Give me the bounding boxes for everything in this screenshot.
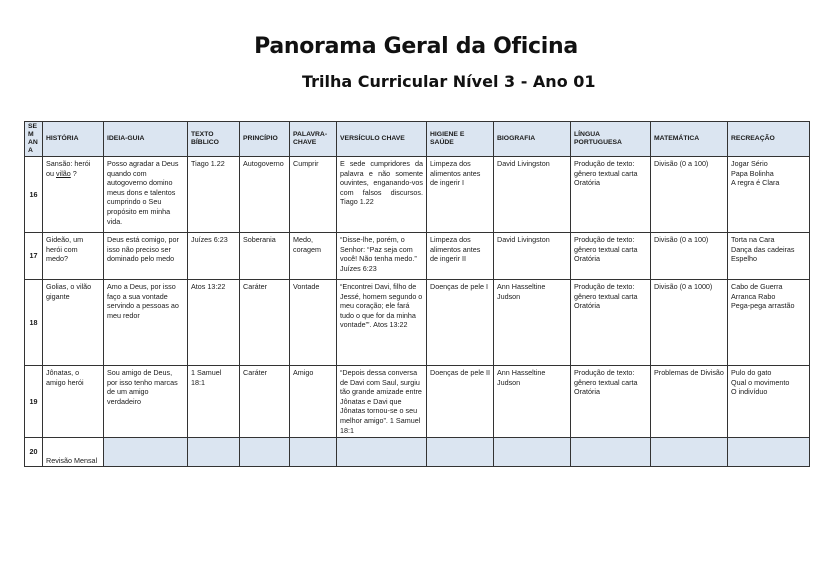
cell-ideia-guia: Amo a Deus, por isso faço a sua vontade servindo a pessoas ao meu redor — [104, 280, 188, 366]
cell-biografia: Ann Hasseltine Judson — [494, 280, 571, 366]
cell-palavra-chave: Vontade — [290, 280, 337, 366]
cell-ideia-guia: Sou amigo de Deus, por isso tenho marcas de um amigo verdadeiro — [104, 366, 188, 438]
recreacao-item: O indivíduo — [731, 387, 768, 397]
cell-versiculo: “Encontrei Davi, filho de Jessé, homem segundo o meu coração; ele fará tudo o que for da minha vontade”’. Atos 13:22 — [337, 280, 427, 366]
cell-historia: Sansão: herói ou vilão ? — [43, 157, 104, 233]
cell-texto-biblico: Tiago 1.22 — [188, 157, 240, 233]
page-title: Panorama Geral da Oficina — [254, 34, 578, 59]
cell-historia: Golias, o vilão gigante — [43, 280, 104, 366]
week-number: 18 — [25, 280, 43, 366]
cell-versiculo: E sede cumpridores da palavra e não somente ouvintes, enganando-vos com falsos discursos. Tiago 1.22 — [337, 157, 427, 233]
cell-higiene: Limpeza dos alimentos antes de ingerir II — [427, 233, 494, 280]
empty-cell — [104, 438, 188, 467]
header-biografia: BIOGRAFIA — [494, 122, 571, 157]
cell-recreacao — [728, 280, 810, 366]
empty-cell — [494, 438, 571, 467]
recreacao-item: Torta na Cara — [731, 235, 775, 244]
cell-historia: Gideão, um herói com medo? — [43, 233, 104, 280]
empty-cell — [188, 438, 240, 467]
table-row — [25, 438, 810, 467]
cell-ideia-guia: Deus está comigo, por isso não preciso ser dominado pelo medo — [104, 233, 188, 280]
cell-matematica: Problemas de Divisão — [651, 366, 728, 438]
cell-principio: Caráter — [240, 366, 290, 438]
header-matematica: MATEMÁTICA — [651, 122, 728, 157]
recreacao-item: Pega-pega arrastão — [731, 301, 795, 311]
cell-matematica: Divisão (0 a 100) — [651, 233, 728, 280]
table-row — [25, 366, 810, 438]
week-number: 16 — [25, 157, 43, 233]
page-subtitle: Trilha Curricular Nível 3 - Ano 01 — [302, 72, 596, 91]
table-header-row — [25, 122, 810, 157]
cell-palavra-chave: Medo, coragem — [290, 233, 337, 280]
week-number: 19 — [25, 366, 43, 438]
recreacao-item: Dança das cadeiras — [731, 244, 795, 254]
table-row — [25, 157, 810, 233]
header-palavra-chave: PALAVRA-CHAVE — [290, 122, 337, 157]
week-number: 20 — [25, 438, 43, 467]
header-versiculo-chave: VERSÍCULO CHAVE — [337, 122, 427, 157]
cell-recreacao — [728, 233, 810, 280]
recreacao-item: Qual o movimento — [731, 377, 790, 387]
cell-recreacao — [728, 366, 810, 438]
header-texto-biblico: TEXTO BÍBLICO — [188, 122, 240, 157]
cell-lingua: Produção de texto: gênero textual carta Oratória — [571, 233, 651, 280]
recreacao-item: Arranca Rabo — [731, 291, 776, 301]
recreacao-item: Pulo do gato — [731, 368, 772, 377]
recreacao-item: Papa Bolinha — [731, 168, 774, 178]
cell-versiculo: “Depois dessa conversa de Davi com Saul, surgiu tão grande amizade entre Jônatas e Davi que Jônatas tornou-se o seu melhor amigo”. 1 Samuel 18:1 — [337, 366, 427, 438]
cell-palavra-chave: Cumprir — [290, 157, 337, 233]
header-principio: PRINCÍPIO — [240, 122, 290, 157]
cell-higiene: Doenças de pele I — [427, 280, 494, 366]
cell-principio: Caráter — [240, 280, 290, 366]
cell-principio: Soberania — [240, 233, 290, 280]
empty-cell — [651, 438, 728, 467]
cell-matematica: Divisão (0 a 1000) — [651, 280, 728, 366]
cell-higiene: Doenças de pele II — [427, 366, 494, 438]
cell-revisao-mensal: Revisão Mensal — [43, 438, 104, 467]
curriculum-table — [24, 121, 810, 467]
verse-reference: Juízes 6:23 — [340, 263, 377, 273]
underlined-word: vilão — [56, 168, 71, 178]
cell-texto-biblico: Atos 13:22 — [188, 280, 240, 366]
cell-biografia: Ann Hasseltine Judson — [494, 366, 571, 438]
recreacao-item: Cabo de Guerra — [731, 282, 783, 291]
cell-lingua: Produção de texto: gênero textual carta Oratória — [571, 157, 651, 233]
recreacao-item: Jogar Sério — [731, 159, 768, 168]
cell-historia: Jônatas, o amigo herói — [43, 366, 104, 438]
empty-cell — [290, 438, 337, 467]
cell-matematica: Divisão (0 a 100) — [651, 157, 728, 233]
cell-texto-biblico: Juízes 6:23 — [188, 233, 240, 280]
empty-cell — [728, 438, 810, 467]
empty-cell — [337, 438, 427, 467]
header-historia: HISTÓRIA — [43, 122, 104, 157]
cell-biografia: David Livingston — [494, 233, 571, 280]
cell-lingua: Produção de texto: gênero textual carta Oratória — [571, 280, 651, 366]
table-row — [25, 280, 810, 366]
cell-palavra-chave: Amigo — [290, 366, 337, 438]
table-row — [25, 233, 810, 280]
recreacao-item: Espelho — [731, 254, 757, 264]
cell-lingua: Produção de texto: gênero textual carta Oratória — [571, 366, 651, 438]
cell-recreacao — [728, 157, 810, 233]
cell-biografia: David Livingston — [494, 157, 571, 233]
header-higiene: HIGIENE E SAÚDE — [427, 122, 494, 157]
cell-higiene: Limpeza dos alimentos antes de ingerir I — [427, 157, 494, 233]
cell-principio: Autogoverno — [240, 157, 290, 233]
cell-versiculo: “Disse-lhe, porém, o Senhor: “Paz seja com você! Não tenha medo.” Juízes 6:23 — [337, 233, 427, 280]
header-semana: SEM ANA — [25, 122, 43, 157]
header-ideia-guia: IDEIA-GUIA — [104, 122, 188, 157]
empty-cell — [427, 438, 494, 467]
empty-cell — [571, 438, 651, 467]
empty-cell — [240, 438, 290, 467]
recreacao-item: A regra é Clara — [731, 178, 780, 188]
cell-texto-biblico: 1 Samuel 18:1 — [188, 366, 240, 438]
week-number: 17 — [25, 233, 43, 280]
header-lingua-portuguesa: LÍNGUA PORTUGUESA — [571, 122, 651, 157]
header-recreacao: RECREAÇÃO — [728, 122, 810, 157]
cell-ideia-guia: Posso agradar a Deus quando com autogoverno domino meus dons e talentos cumprindo o Seu propósito em minha vida. — [104, 157, 188, 233]
